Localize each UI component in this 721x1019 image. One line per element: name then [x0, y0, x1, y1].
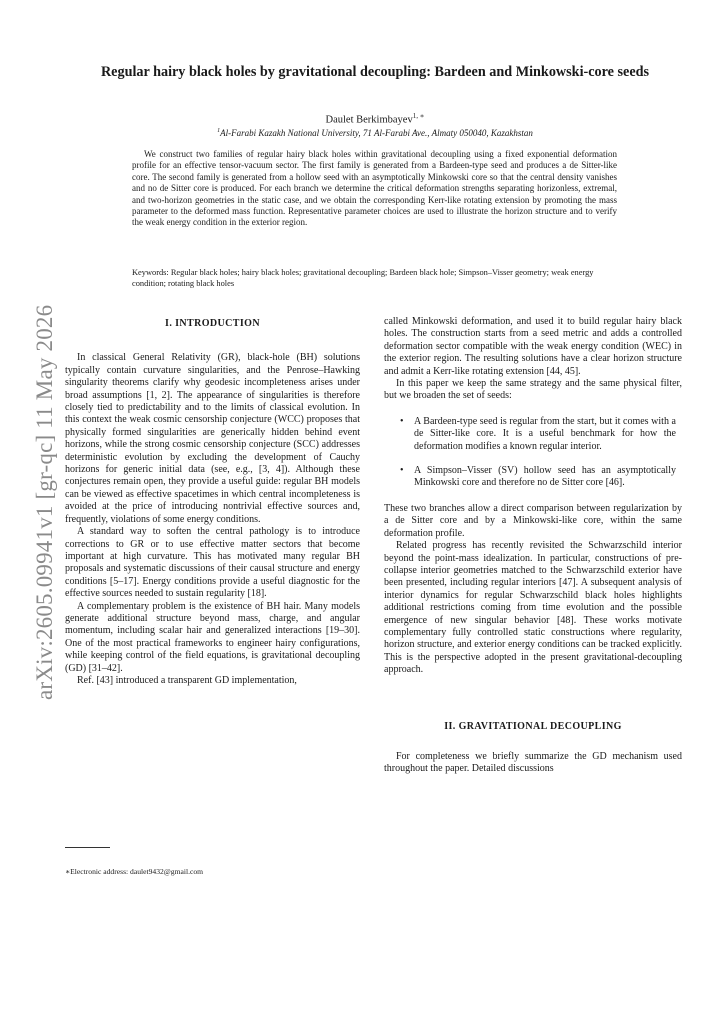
affiliation-mark: 1 — [217, 128, 221, 134]
section-heading-gravitational-decoupling: II. GRAVITATIONAL DECOUPLING — [444, 720, 622, 732]
intro-paragraph: Ref. [43] introduced a transparent GD implementation, — [77, 674, 297, 686]
arxiv-sidebar — [14, 300, 57, 700]
section-heading-introduction: I. INTRODUCTION — [165, 318, 260, 329]
body-paragraph: Related progress has recently revisited the Schwarzschild interior beyond the point-mass idealization. In particular, constructions of pre-collapse interior geometries matched to the Schwarzschild exterior have been presented, including regular interiors [47]. A subsequent analysis of interior dynamics for regular Schwarzschild black holes highlights additional restrictions coming from time evolution and the possible emergence of new singular behavior [48]. These works motivate complementary fully controlled static constructions where regularity, horizon structure, and exterior energy conditions can be tracked explicitly. This is the perspective adopted in the present gravitational-decoupling approach. — [384, 540, 682, 676]
footnote-divider — [65, 847, 110, 848]
abstract: We construct two families of regular hairy black holes within gravitational decoupling using a fixed exponential deformation profile for an effective tensor-vacuum sector. The first family is generated from a Bardeen-type seed and produces a de Sitter-like core. The second family is generated from a hollow seed with an asymptotically Minkowski core so that the central density vanishes and no de Sitter core is produced. For each branch we determine the critical deformation strengths separating horizonless, extremal, and two-horizon geometries in the static case, and we obtain the corresponding Kerr-like rotating extension by promoting the mass parameter to the deformed mass function. Representative parameter choices are used to illustrate the horizon structure and to verify the weak energy condition in the exterior region. — [132, 149, 617, 228]
paper-title: Regular hairy black holes by gravitational decoupling: Bardeen and Minkowski-core seeds — [100, 64, 650, 80]
footnote: ∗Electronic address: daulet9432@gmail.com — [65, 867, 204, 876]
affiliation — [70, 128, 680, 138]
body-paragraph: These two branches allow a direct comparison between regularization by a de Sitter core and by a Minkowski-like core, within the same deformation profile. — [384, 502, 682, 539]
keywords: Keywords: Regular black holes; hairy black holes; gravitational decoupling; Bardeen black hole; Simpson–Visser geometry; weak energy condition; rotating black holes — [132, 268, 594, 288]
list-item — [400, 416, 682, 453]
list-item — [400, 465, 682, 490]
intro-paragraph: In classical General Relativity (GR), black-hole (BH) solutions typically contain curvature singularities, and the Penrose–Hawking singularity theorems clarify why geodesic incompleteness arises under broad assumptions [1, 2]. The appearance of singularities is therefore closely tied to predictability and to the limits of classical evolution. In this context the weak cosmic censorship conjecture (WCC) proposes that physically formed singularities are generically hidden behind event horizons, while the strong cosmic censorship conjecture (SCC) addresses deterministic evolution by excluding the development of Cauchy horizons for generic initial data (see, e.g., [3, 4]). Although these conjectures remain open, they provide a useful guide: regular BH models can be viewed as effective spacetimes in which central incompleteness is avoided at the price of introducing nontrivial effective sources and, frequently, violations of some energy conditions. — [65, 352, 360, 525]
author-marks: 1, ∗ — [412, 112, 425, 120]
affiliation-text: Al-Farabi Kazakh National University, 71 Al-Farabi Ave., Almaty 050040, Kazakhstan — [220, 128, 533, 138]
body-paragraph: For completeness we briefly summarize the GD mechanism used throughout the paper. Detailed discussions — [384, 750, 682, 775]
left-column — [65, 300, 360, 687]
body-paragraph: called Minkowski deformation, and used it to build regular hairy black holes. The construction starts from a seed metric and adds a controlled deformation sector compatible with the weak energy condition (WEC) in the exterior region. The resulting solutions have a clear horizon structure and admit a Kerr-like rotating extension [44, 45]. — [384, 316, 682, 377]
intro-paragraph: A standard way to soften the central pathology is to introduce corrections to GR or to use effective matter sectors that become important at high curvature. This has motivated many regular BH proposals and systematic discussions of their causal structure and energy conditions [5–17]. Energy conditions provide a useful diagnostic for the effective sources needed to sustain regularity [18]. — [65, 526, 360, 600]
right-column — [384, 316, 682, 776]
bullet-icon: • — [400, 415, 404, 427]
bullet-icon: • — [400, 465, 404, 477]
list-item-text: A Bardeen-type seed is regular from the start, but it comes with a de Sitter-like core. It is a useful benchmark for how the deformation modifies a known regular interior. — [414, 415, 676, 452]
intro-paragraph: A complementary problem is the existence of BH hair. Many models generate additional structure beyond mass, charge, and angular momentum, including scalar hair and generalized interactions [19–30]. One of the most practical frameworks to engineer hairy configurations, while keeping control of the field equations, is gravitational decoupling (GD) [31–42]. — [65, 600, 360, 674]
list-item-text: A Simpson–Visser (SV) hollow seed has an asymptotically Minkowski core and therefore no de Sitter core [46]. — [414, 465, 676, 489]
author-name: Daulet Berkimbayev — [325, 114, 413, 126]
seed-list — [400, 416, 682, 490]
body-paragraph: In this paper we keep the same strategy and the same physical filter, but we broaden the set of seeds: — [384, 378, 682, 402]
author-line — [70, 112, 680, 126]
arxiv-identifier: arXiv:2605.09941v1 [gr-qc] 11 May 2026 — [32, 304, 57, 700]
